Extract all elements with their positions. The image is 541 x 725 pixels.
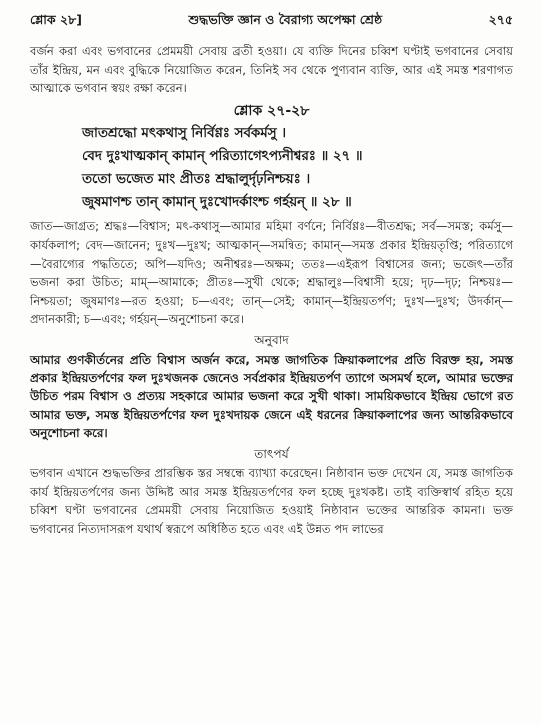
verse-line: জাতশ্রদ্ধো মৎকথাসু নির্বিণ্ণঃ সর্বকর্মসু ।: [82, 126, 287, 142]
translation-heading: অনুবাদ: [254, 332, 289, 347]
verse-line: ততো ভজেত মাং প্রীতঃ শ্রদ্ধালুর্দৃঢ়নিশ্চয়ঃ ।: [82, 172, 311, 188]
verse-title: শ্লোক ২৭-২৮: [233, 102, 310, 119]
translation-paragraph: আমার গুণকীর্তনের প্রতি বিশ্বাস অর্জন করে, সমস্ত জাগতিক ক্রিয়াকলাপের প্রতি বিরক্ত হয়, সমস্ত প্রকার ইন্দ্রিয়তর্পণের ফল দুঃখজনক জেনেও সর্বপ্রকার ইন্দ্রিয়তর্পণ ত্যাগে অসমর্থ হলে, আমার ভক্তের উচিত পরম বিশ্বাস ও প্রত্যয় সহকারে আমার ভজনা করে সুখী থাকা। সাময়িকভাবে ইন্দ্রিয় ভোগে রত আমার ভক্ত, সমস্ত ইন্দ্রিয়তর্পণের ফল দুঃখদায়ক জেনে এই ধরনের ক্রিয়াকলাপের জন্য আন্তরিকভাবে অনুশোচনা করে।: [30, 352, 513, 441]
intro-paragraph: বর্জন করা এবং ভগবানের প্রেমময়ী সেবায় ব্রতী হওয়া। যে ব্যক্তি দিনের চব্বিশ ঘণ্টাই ভগবানের সেবায় তাঁর ইন্দ্রিয়, মন এবং বুদ্ধিকে নিয়োজিত করেন, তিনিই সব থেকে পুণ্যবান ব্যক্তি, আর এই সমস্ত শরণাগত আত্মাকে ভগবান স্বয়ং রক্ষা করেন।: [30, 44, 513, 96]
verse-block: [30, 122, 513, 214]
page-content: [30, 42, 513, 539]
verse-line: বেদ দুঃখাত্মকান্ কামান্ পরিত্যাগেঽপ্যনীশ্বরঃ ॥ ২৭ ॥: [82, 149, 363, 165]
page-number: ২৭৫: [488, 12, 513, 27]
synonyms-paragraph: জাত—জাগ্রত; শ্রদ্ধঃ—বিশ্বাস; মৎ-কথাসু—আমার মহিমা বর্ণনে; নির্বিণ্ণঃ—বীতশ্রদ্ধ; সর্ব—সমস্ত; কর্মসু—কার্যকলাপ; বেদ—জানেন; দুঃখ—দুঃখ; আত্মকান্—সমন্বিত; কামান্—সমস্ত প্রকার ইন্দ্রিয়তৃপ্তি; পরিত্যাগে—বৈরাগ্যের পদ্ধতিতে; অপি—যদিও; অনীশ্বরঃ—অক্ষম; ততঃ—এইরূপ বিশ্বাসের জন্য; ভজেৎ—তাঁর ভজনা করা উচিত; মাম্—আমাকে; প্রীতঃ—সুখী থেকে; শ্রদ্ধালুঃ—বিশ্বাসী হয়ে; দৃঢ়—দৃঢ়; নিশ্চয়ঃ—নিশ্চয়তা; জুষমাণঃ—রত হওয়া; চ—এবং; তান্—সেই; কামান্—ইন্দ্রিয়তর্পণ; দুঃখ—দুঃখ; উদর্কান্—প্রদানকারী; চ—এবং; গর্হয়ন্—অনুশোচনা করে।: [30, 219, 513, 327]
purport-paragraph: ভগবান এখানে শুদ্ধভক্তির প্রারম্ভিক স্তর সম্বন্ধে ব্যাখ্যা করেছেন। নিষ্ঠাবান ভক্ত দেখেন যে, সমস্ত জাগতিক কার্য ইন্দ্রিয়তর্পণের জন্য উদ্দিষ্ট আর সমস্ত ইন্দ্রিয়তর্পণের ফল হচ্ছে দুঃখকষ্ট। তাই ব্যক্তিস্বার্থ রহিত হয়ে চব্বিশ ঘণ্টা ভগবানের প্রেমময়ী সেবায় নিয়োজিত হওয়াই নিষ্ঠাবান ভক্তের আন্তরিক কামনা। ভক্ত ভগবানের নিত্যদাসরূপ যথার্থ স্বরূপে অধিষ্ঠিত হতে এবং এই উন্নত পদ লাভের: [30, 466, 513, 536]
page-header: [30, 12, 513, 32]
header-verse-ref: শ্লোক ২৮]: [30, 12, 82, 27]
verse-line: জুষমাণশ্চ তান্ কামান্ দুঃখোদর্কাংশ্চ গর্হয়ন্ ॥ ২৮ ॥: [82, 195, 352, 211]
header-chapter-title: শুদ্ধভক্তি জ্ঞান ও বৈরাগ্য অপেক্ষা শ্রেষ্ঠ: [188, 12, 383, 27]
purport-heading: তাৎপর্য: [254, 446, 289, 461]
